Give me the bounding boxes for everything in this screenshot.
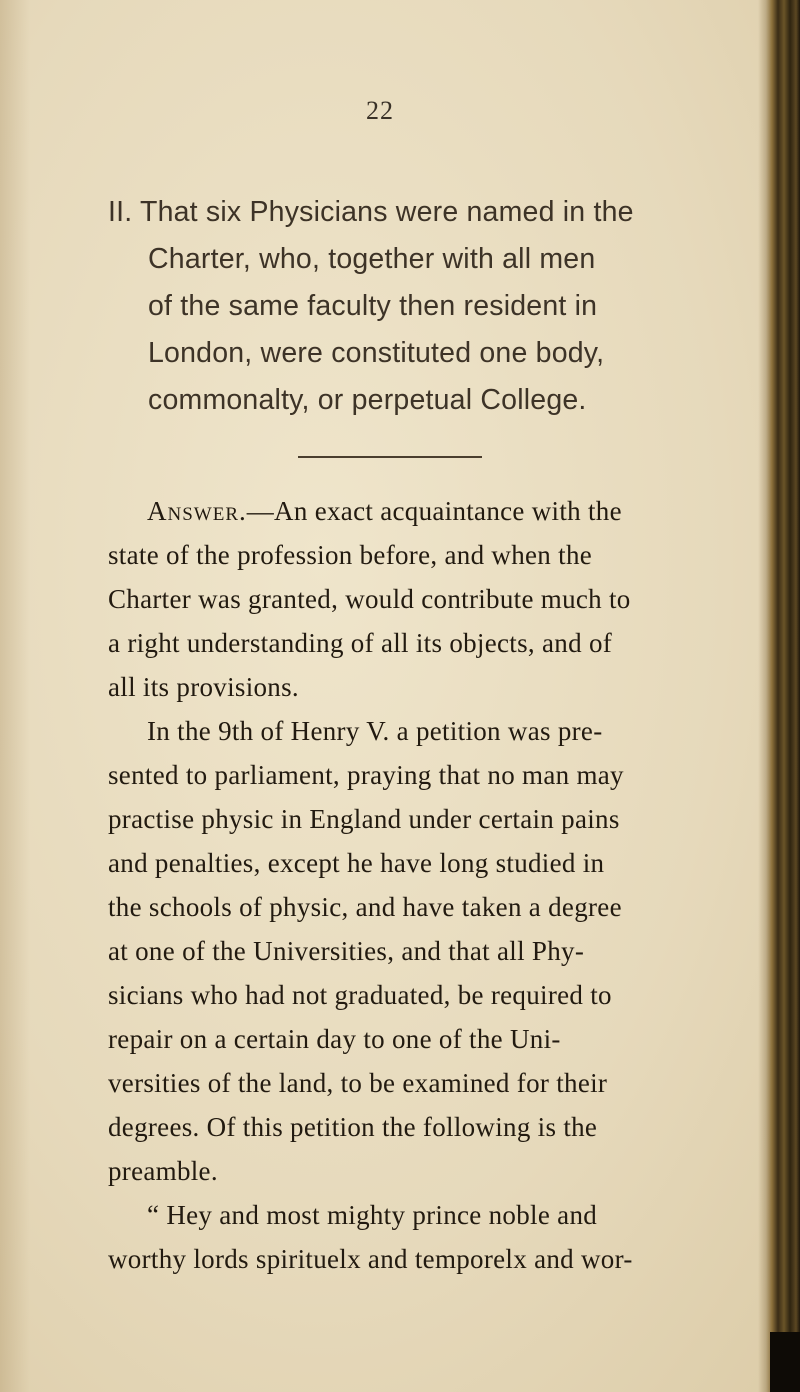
answer-line: all its provisions. bbox=[108, 672, 299, 702]
answer-first-line bbox=[147, 496, 622, 527]
answer-line: sented to parliament, praying that no man may bbox=[108, 760, 624, 790]
answer-label: Answer. bbox=[147, 496, 247, 526]
answer-line: sicians who had not graduated, be required to bbox=[108, 980, 612, 1010]
answer-line: “ Hey and most mighty prince noble and bbox=[147, 1200, 598, 1230]
clause-line: Charter, who, together with all men bbox=[148, 243, 596, 275]
answer-line: preamble. bbox=[108, 1156, 218, 1186]
clause-line: II. That six Physicians were named in the bbox=[108, 196, 634, 228]
answer-line: versities of the land, to be examined for their bbox=[108, 1068, 608, 1098]
answer-line: Charter was granted, would contribute much to bbox=[108, 584, 631, 614]
section-divider bbox=[298, 456, 482, 458]
answer-line: a right understanding of all its objects, and of bbox=[108, 628, 613, 658]
answer-line: degrees. Of this petition the following is the bbox=[108, 1112, 598, 1142]
page-gutter-shadow bbox=[0, 0, 30, 1392]
book-binding-edge bbox=[758, 0, 800, 1392]
answer-line: worthy lords spirituelx and temporelx and wor- bbox=[108, 1244, 633, 1274]
answer-first-line-text: —An exact acquaintance with the bbox=[246, 496, 622, 526]
answer-line: at one of the Universities, and that all Phy- bbox=[108, 936, 585, 966]
clause-line: London, were constituted one body, bbox=[148, 337, 605, 369]
answer-line: In the 9th of Henry V. a petition was pre- bbox=[147, 716, 603, 746]
answer-line: and penalties, except he have long studied in bbox=[108, 848, 605, 878]
answer-line: state of the profession before, and when the bbox=[108, 540, 593, 570]
clause-line: commonalty, or perpetual College. bbox=[148, 384, 587, 416]
answer-line: the schools of physic, and have taken a degree bbox=[108, 892, 622, 922]
clause-line: of the same faculty then resident in bbox=[148, 290, 598, 322]
page-number: 22 bbox=[366, 96, 394, 125]
answer-line: repair on a certain day to one of the Uni- bbox=[108, 1024, 561, 1054]
answer-line: practise physic in England under certain pains bbox=[108, 804, 620, 834]
